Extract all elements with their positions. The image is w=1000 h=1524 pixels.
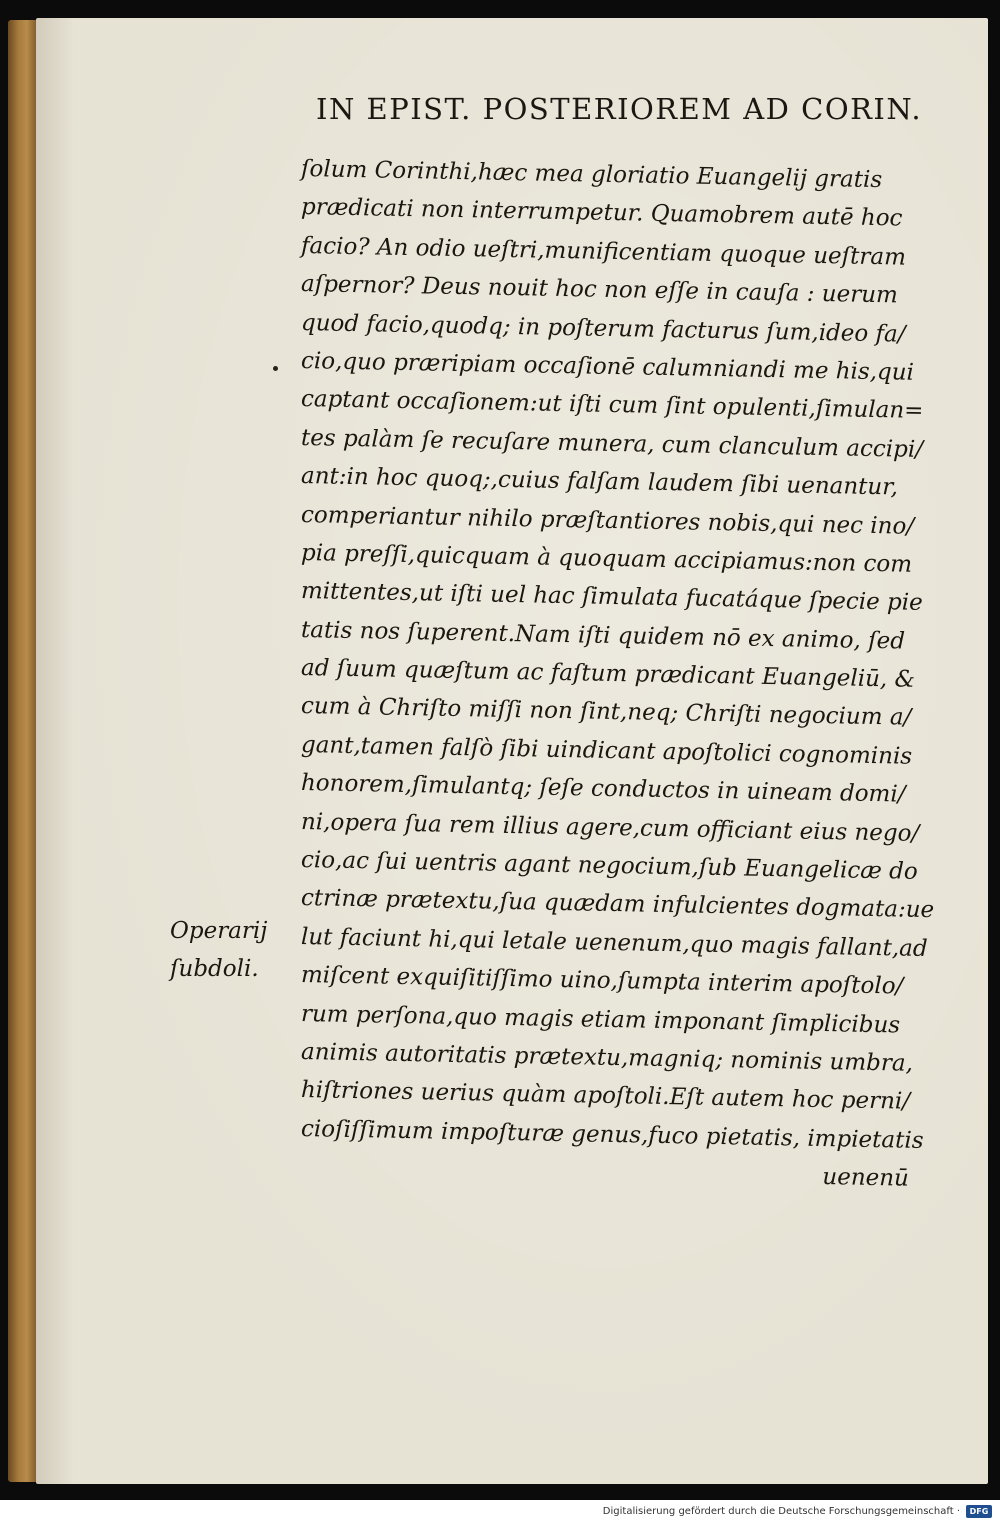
text-line: prædicati non interrumpetur. Quamobrem autē hoc bbox=[300, 194, 903, 232]
text-line: ad ſuum quæſtum ac faſtum prædicant Euangeliū, & bbox=[300, 655, 916, 693]
text-line: cio,ac ſui uentris agant negocium,ſub Euangelicæ do bbox=[300, 847, 918, 885]
text-line: animis autoritatis prætextu,magniq; nominis umbra, bbox=[300, 1038, 914, 1077]
footer-bar bbox=[0, 1500, 1000, 1524]
body-text bbox=[300, 150, 935, 1192]
text-line: ſolum Corinthi,hæc mea gloriatio Euangelij gratis bbox=[300, 156, 883, 194]
footer-credit: Digitalisierung gefördert durch die Deutsche Forschungsgemeinschaft · bbox=[602, 1506, 960, 1517]
text-line: quod facio,quodq; in poſterum facturus ſum,ideo fa/ bbox=[300, 309, 906, 348]
text-line: gant,tamen falſò ſibi uindicant apoſtolici cognominis bbox=[300, 731, 913, 770]
text-line: lut faciunt hi,qui letale uenenum,quo magis fallant,ad bbox=[300, 923, 928, 962]
text-line: cio,quo præripiam occaſionē calumniandi me his,qui bbox=[300, 347, 915, 386]
text-line: tatis nos ſuperent.Nam iſti quidem nō ex animo, ſed bbox=[300, 616, 906, 655]
marginal-note-line: Operarij bbox=[170, 918, 268, 944]
text-line: pia preſſi,quicquam à quoquam accipiamus:non com bbox=[300, 539, 913, 578]
text-line: hiſtriones uerius quàm apoſtoli.Eſt autem hoc perni/ bbox=[300, 1077, 911, 1116]
text-line: aſpernor? Deus nouit hoc non eſſe in cauſa : uerum bbox=[300, 271, 899, 309]
running-head: IN EPIST. POSTERIOREM AD CORIN. bbox=[316, 92, 923, 126]
text-line: mittentes,ut iſti uel hac ſimulata fucatáque ſpecie pie bbox=[300, 578, 923, 617]
text-line: facio? An odio ueſtri,munificentiam quoque ueſtram bbox=[300, 232, 907, 271]
text-line: cum à Chriſto miſſi non ſint,neq; Chriſti negocium a/ bbox=[300, 693, 912, 732]
text-line: rum perſona,quo magis etiam imponant ſimplicibus bbox=[300, 1000, 901, 1039]
text-line: ni,opera ſua rem illius agere,cum officiant eius nego/ bbox=[300, 808, 920, 847]
text-line: ant:in hoc quoq;,cuius falſam laudem ſibi uenantur, bbox=[300, 463, 899, 501]
text-line: captant occaſionem:ut iſti cum ſint opulenti,ſimulan= bbox=[300, 386, 924, 425]
text-line: comperiantur nihilo præſtantiores nobis,qui nec ino/ bbox=[300, 501, 915, 540]
text-line: miſcent exquiſitiſſimo uino,ſumpta interim apoſtolo/ bbox=[300, 962, 904, 1000]
text-line: tes palàm ſe recuſare munera, cum clanculum accipi/ bbox=[300, 424, 924, 463]
dfg-logo-icon: DFG bbox=[966, 1505, 992, 1518]
text-line: honorem,ſimulantq; ſeſe conductos in uineam domi/ bbox=[300, 770, 906, 808]
ink-mark bbox=[273, 366, 278, 371]
marginal-note bbox=[170, 912, 290, 988]
catchword: uenenū bbox=[822, 1164, 910, 1192]
text-line: ctrinæ prætextu,ſua quædam infulcientes dogmata:ue bbox=[300, 885, 935, 924]
marginal-note-line: ſubdoli. bbox=[170, 956, 259, 982]
text-line: cioſiſſimum impoſturæ genus,fuco pietatis, impietatis bbox=[300, 1115, 924, 1154]
